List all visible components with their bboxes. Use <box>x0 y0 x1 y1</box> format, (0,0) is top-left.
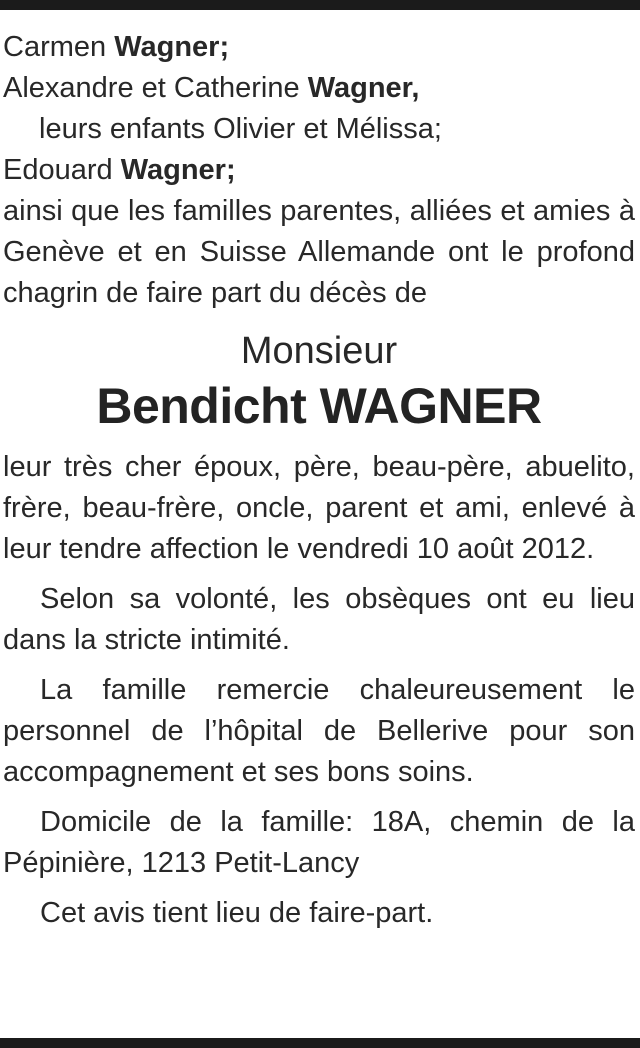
intro-paragraph: ainsi que les familles parentes, alliées et amies à Genève et en Suisse Allemande ont le profond chagrin de faire part du décès de <box>3 195 635 309</box>
tribute-paragraph: leur très cher époux, père, beau-père, abuelito, frère, beau-frère, oncle, parent et ami, enlevé à leur tendre affection le vendredi 10 août 2012. <box>3 451 635 565</box>
family-names-block <box>3 27 635 191</box>
bottom-rule <box>0 1038 640 1048</box>
family-name-text: Alexandre et Catherine <box>3 72 308 104</box>
closing-paragraph: Cet avis tient lieu de faire-part. <box>40 897 434 929</box>
thanks-paragraph: La famille remercie chaleureusement le personnel de l’hôpital de Bellerive pour son accompagnement et ses bons soins. <box>3 674 635 788</box>
address-paragraph: Domicile de la famille: 18A, chemin de la Pépinière, 1213 Petit-Lancy <box>3 806 635 879</box>
top-rule <box>0 0 640 10</box>
family-surname-bold: Wagner, <box>307 72 420 104</box>
family-name-line <box>3 109 635 150</box>
family-name-text: Edouard <box>3 154 121 186</box>
notice-content <box>3 10 635 934</box>
deceased-name: Bendicht WAGNER <box>96 378 542 434</box>
family-name-text: Carmen <box>3 31 115 63</box>
funeral-paragraph: Selon sa volonté, les obsèques ont eu lieu dans la stricte intimité. <box>3 583 635 656</box>
civility-title: Monsieur <box>240 330 398 372</box>
family-name-line <box>3 68 635 109</box>
family-surname-bold: Wagner; <box>114 31 230 63</box>
family-surname-bold: Wagner; <box>120 154 236 186</box>
family-name-line <box>3 150 635 191</box>
family-name-line <box>3 27 635 68</box>
family-name-text: leurs enfants Olivier et Mélissa; <box>39 113 442 145</box>
